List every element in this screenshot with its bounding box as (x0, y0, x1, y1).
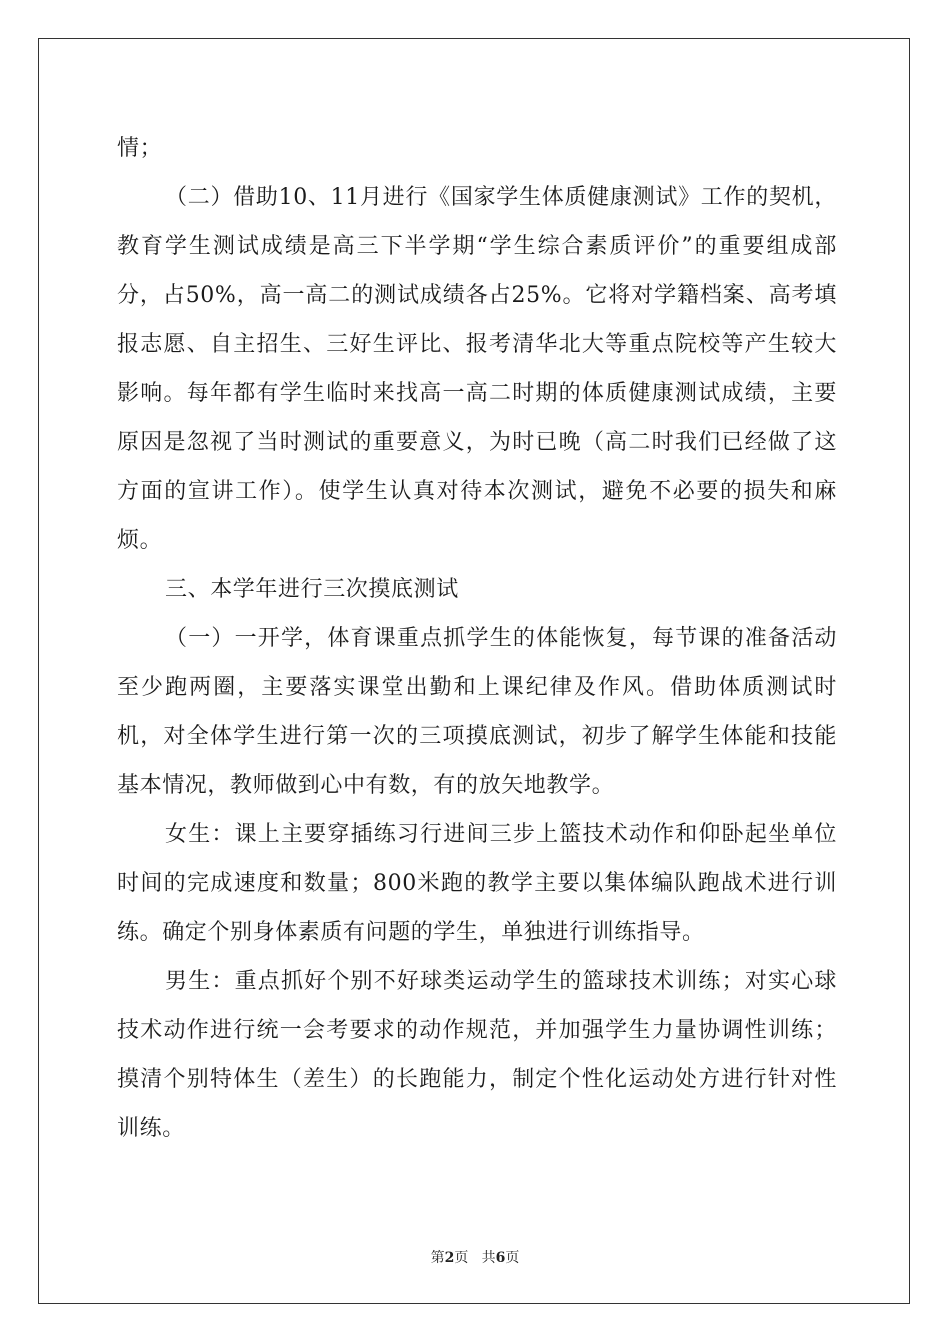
paragraph-physical-test: （二）借助10、11月进行《国家学生体质健康测试》工作的契机，教育学生测试成绩是高三下半学期“学生综合素质评价”的重要组成部分，占50%，高一高二的测试成绩各占25%。它将对学籍档案、高考填报志愿、自主招生、三好生评比、报考清华北大等重点院校等产生较大影响。每年都有学生临时来找高一高二时期的体质健康测试成绩，主要原因是忽视了当时测试的重要意义，为时已晚（高二时我们已经做了这方面的宣讲工作）。使学生认真对待本次测试，避免不必要的损失和麻烦。 (117, 185, 837, 553)
footer-middle: 页 共 (454, 1250, 496, 1266)
paragraph-girls: 女生：课上主要穿插练习行进间三步上篮技术动作和仰卧起坐单位时间的完成速度和数量；800米跑的教学主要以集体编队跑战术进行训练。确定个别身体素质有问题的学生，单独进行训练指导。 (117, 822, 837, 945)
document-body (117, 124, 837, 1153)
footer-total-pages: 6 (495, 1250, 506, 1266)
section-heading-three: 三、本学年进行三次摸底测试 (165, 577, 459, 602)
paragraph-semester-start: （一）一开学，体育课重点抓学生的体能恢复，每节课的准备活动至少跑两圈，主要落实课堂出勤和上课纪律及作风。借助体质测试时机，对全体学生进行第一次的三项摸底测试，初步了解学生体能和技能基本情况，教师做到心中有数，有的放矢地教学。 (117, 626, 837, 798)
footer-prefix: 第 (430, 1250, 445, 1266)
paragraph-continuation: 情； (117, 136, 163, 161)
footer-suffix: 页 (505, 1250, 520, 1266)
paragraph-boys: 男生：重点抓好个别不好球类运动学生的篮球技术训练；对实心球技术动作进行统一会考要求的动作规范，并加强学生力量协调性训练；摸清个别特体生（差生）的长跑能力，制定个性化运动处方进行针对性训练。 (117, 969, 837, 1141)
footer-current-page: 2 (444, 1250, 455, 1266)
page-footer (0, 1248, 950, 1268)
